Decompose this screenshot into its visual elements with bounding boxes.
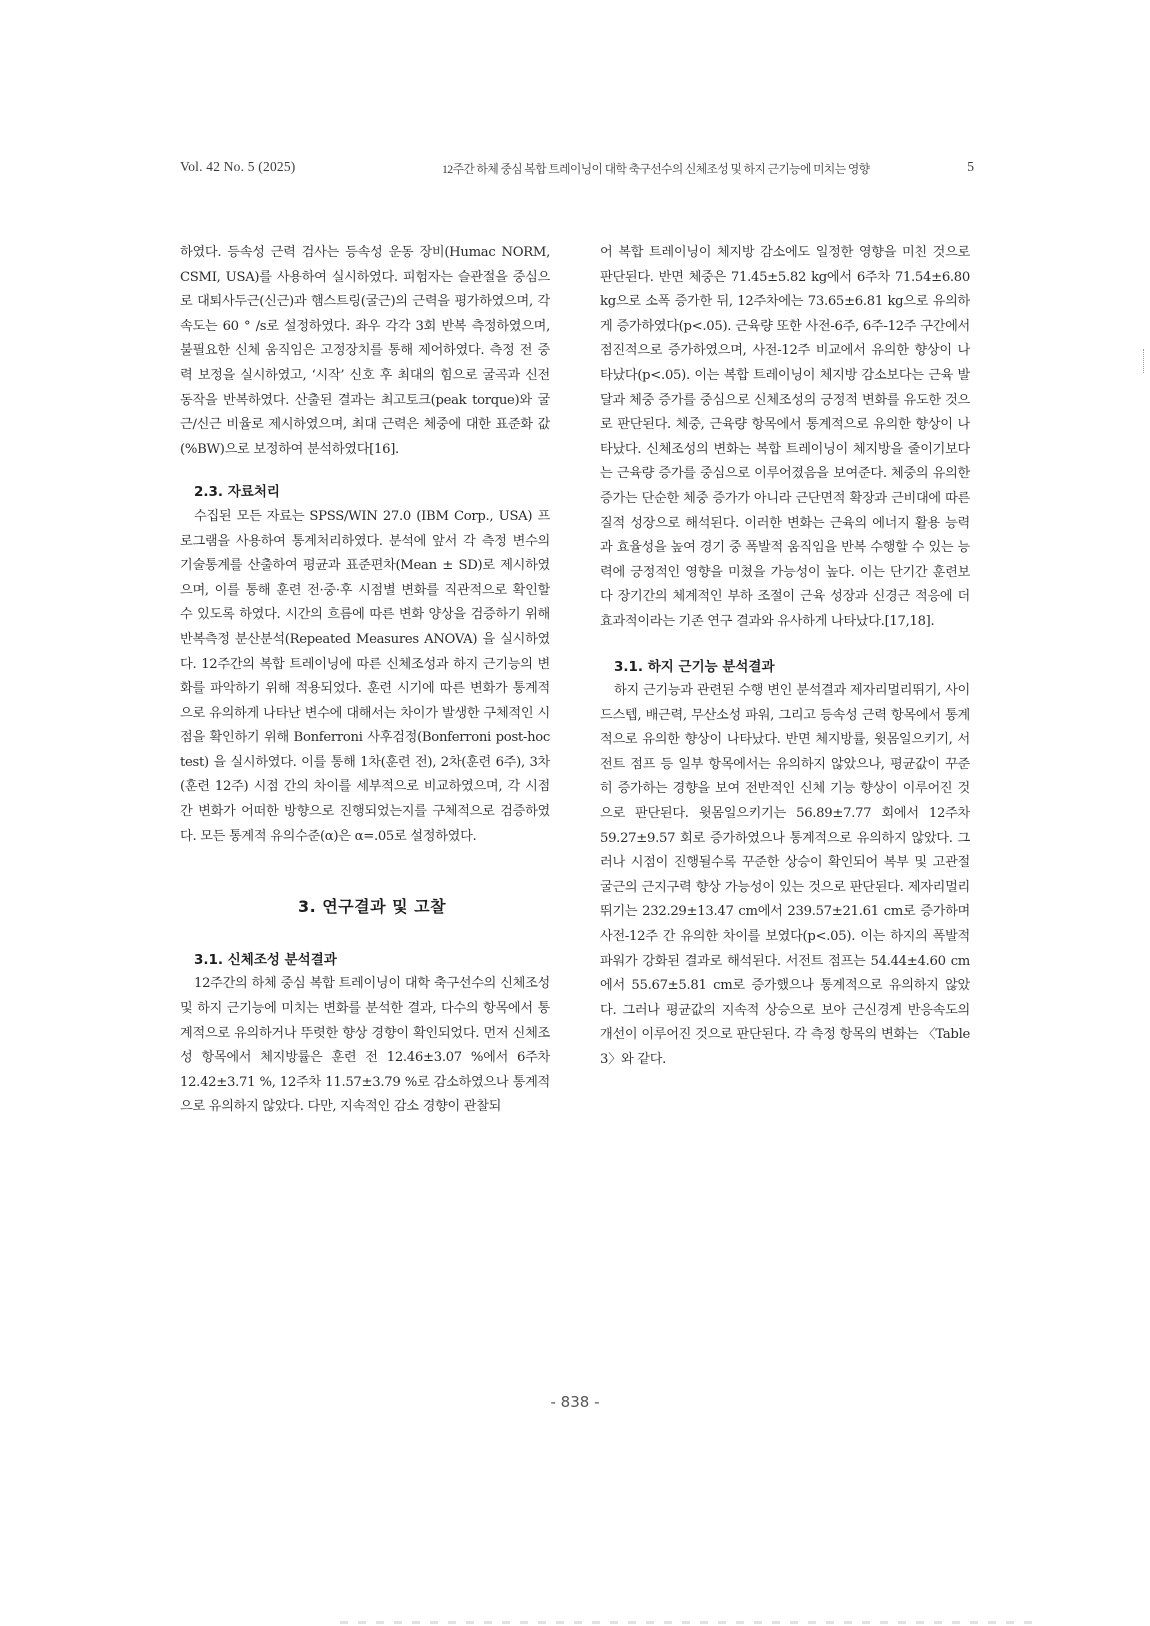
right-column <box>600 241 970 1073</box>
paragraph-body-composition: 12주간의 하체 중심 복합 트레이닝이 대학 축구선수의 신체조성 및 하지 근기능에 미치는 변화를 분석한 결과, 다수의 항목에서 통계적으로 유의하거나 뚜렷한 향상 경향이 확인되었다. 먼저 신체조성 항목에서 체지방률은 훈련 전 12.46±3.07 %에서 6주차 12.42±3.71 %, 12주차 11.57±3.79 %로 감소하였으나 통계적으로 유의하지 않았다. 다만, 지속적인 감소 경향이 관찰되 <box>180 976 550 1115</box>
left-column <box>180 241 550 1120</box>
section-heading-2-3: 2.3. 자료처리 <box>194 484 280 501</box>
margin-mark <box>1143 349 1146 373</box>
bottom-edge-artifact <box>340 1621 1040 1624</box>
journal-volume: Vol. 42 No. 5 (2025) <box>180 159 296 174</box>
paragraph-lower-limb-function: 하지 근기능과 관련된 수행 변인 분석결과 제자리멀리뛰기, 사이드스텝, 배근력, 무산소성 파워, 그리고 등속성 근력 항목에서 통계적으로 유의한 향상이 나타났다. 반면 체지방률, 윗몸일으키기, 서전트 점프 등 일부 항목에서는 유의하지 않았으나, 평균값이 꾸준히 증가하는 경향을 보여 전반적인 신체 기능 향상이 이루어진 것으로 판단된다. 윗몸일으키기는 56.89±7.77 회에서 12주차 59.27±9.57 회로 증가하였으나 통계적으로 유의하지 않았다. 그러나 시점이 진행될수록 꾸준한 상승이 확인되어 복부 및 고관절 굴근의 근지구력 향상 가능성이 있는 것으로 판단된다. 제자리멀리뛰기는 232.29±13.47 cm에서 239.57±21.61 cm로 증가하며 사전-12주 간 유의한 차이를 보였다(p<.05). 이는 하지의 폭발적 파워가 강화된 결과로 해석된다. 서전트 점프는 54.44±4.60 cm에서 55.67±5.81 cm로 증가했으나 통계적으로 유의하지 않았다. 그러나 평균값의 지속적 상승으로 보아 근신경계 반응속도의 개선이 이루어진 것으로 판단된다. 각 측정 항목의 변화는 〈Table 3〉와 같다. <box>600 683 970 1067</box>
page-footer-number: - 838 - <box>550 1393 600 1411</box>
paragraph-body-composition-cont: 어 복합 트레이닝이 체지방 감소에도 일정한 영향을 미친 것으로 판단된다. 반면 체중은 71.45±5.82 kg에서 6주차 71.54±6.80 kg으로 소폭 증가한 뒤, 12주차에는 73.65±6.81 kg으로 유의하게 증가하였다(p<.05). 근육량 또한 사전-6주, 6주-12주 구간에서 점진적으로 증가하였으며, 사전-12주 비교에서 유의한 향상이 나타났다(p<.05). 이는 복합 트레이닝이 체지방 감소보다는 근육 발달과 체중 증가를 중심으로 신체조성의 긍정적 변화를 유도한 것으로 판단된다. 체중, 근육량 항목에서 통계적으로 유의한 향상이 나타났다. 신체조성의 변화는 복합 트레이닝이 체지방을 줄이기보다는 근육량 증가를 중심으로 이루어졌음을 보여준다. 체중의 유의한 증가는 단순한 체중 증가가 아니라 근단면적 확장과 근비대에 따른 질적 성장으로 해석된다. 이러한 변화는 근육의 에너지 활용 능력과 효율성을 높여 경기 중 폭발적 움직임을 반복 수행할 수 있는 능력에 긍정적인 영향을 미쳤을 가능성이 높다. 이는 단기간 훈련보다 장기간의 체계적인 부하 조절이 근육 성장과 신경근 적응에 더 효과적이라는 기존 연구 결과와 유사하게 나타났다.[17,18]. <box>600 245 970 629</box>
header-page-number: 5 <box>967 159 974 174</box>
section-heading-3-1-lower-limb: 3.1. 하지 근기능 분석결과 <box>614 658 775 675</box>
paragraph-data-processing: 수집된 모든 자료는 SPSS/WIN 27.0 (IBM Corp., USA) 프로그램을 사용하여 통계처리하였다. 분석에 앞서 각 측정 변수의 기술통계를 산출하여 평균과 표준편차(Mean ± SD)로 제시하였으며, 이를 통해 훈련 전·중·후 시점별 변화를 직관적으로 확인할 수 있도록 하였다. 시간의 흐름에 따른 변화 양상을 검증하기 위해 반복측정 분산분석(Repeated Measures ANOVA) 을 실시하였다. 12주간의 복합 트레이닝에 따른 신체조성과 하지 근기능의 변화를 파악하기 위해 적용되었다. 훈련 시기에 따른 변화가 통계적으로 유의하게 나타난 변수에 대해서는 차이가 발생한 구체적인 시점을 확인하기 위해 Bonferroni 사후검정(Bonferroni post-hoc test) 을 실시하였다. 이를 통해 1차(훈련 전), 2차(훈련 6주), 3차(훈련 12주) 시점 간의 차이를 세부적으로 비교하였으며, 각 시점 간 변화가 어떠한 방향으로 진행되었는지를 구체적으로 검증하였다. 모든 통계적 유의수준(α)은 α=.05로 설정하였다. <box>180 508 550 844</box>
running-header <box>180 159 974 179</box>
section-heading-3: 3. 연구결과 및 고찰 <box>297 897 447 917</box>
paragraph-isokinetic-method: 하였다. 등속성 근력 검사는 등속성 운동 장비(Humac NORM, CSMI, USA)를 사용하여 실시하였다. 피험자는 슬관절을 중심으로 대퇴사두근(신근)과 햄스트링(굴근)의 근력을 평가하였으며, 각속도는 60 ° /s로 설정하였다. 좌우 각각 3회 반복 측정하였으며, 불필요한 신체 움직임은 고정장치를 통해 제어하였다. 측정 전 중력 보정을 실시하였고, ‘시작’ 신호 후 최대의 힘으로 굴곡과 신전 동작을 반복하였다. 산출된 결과는 최고토크(peak torque)와 굴근/신근 비율로 제시하였으며, 최대 근력은 체중에 대한 표준화 값(%BW)으로 보정하여 분석하였다[16]. <box>180 245 550 457</box>
running-title: 12주간 하체 중심 복합 트레이닝이 대학 축구선수의 신체조성 및 하지 근기능에 미치는 영향 <box>442 162 870 176</box>
section-heading-3-1: 3.1. 신체조성 분석결과 <box>194 951 337 968</box>
